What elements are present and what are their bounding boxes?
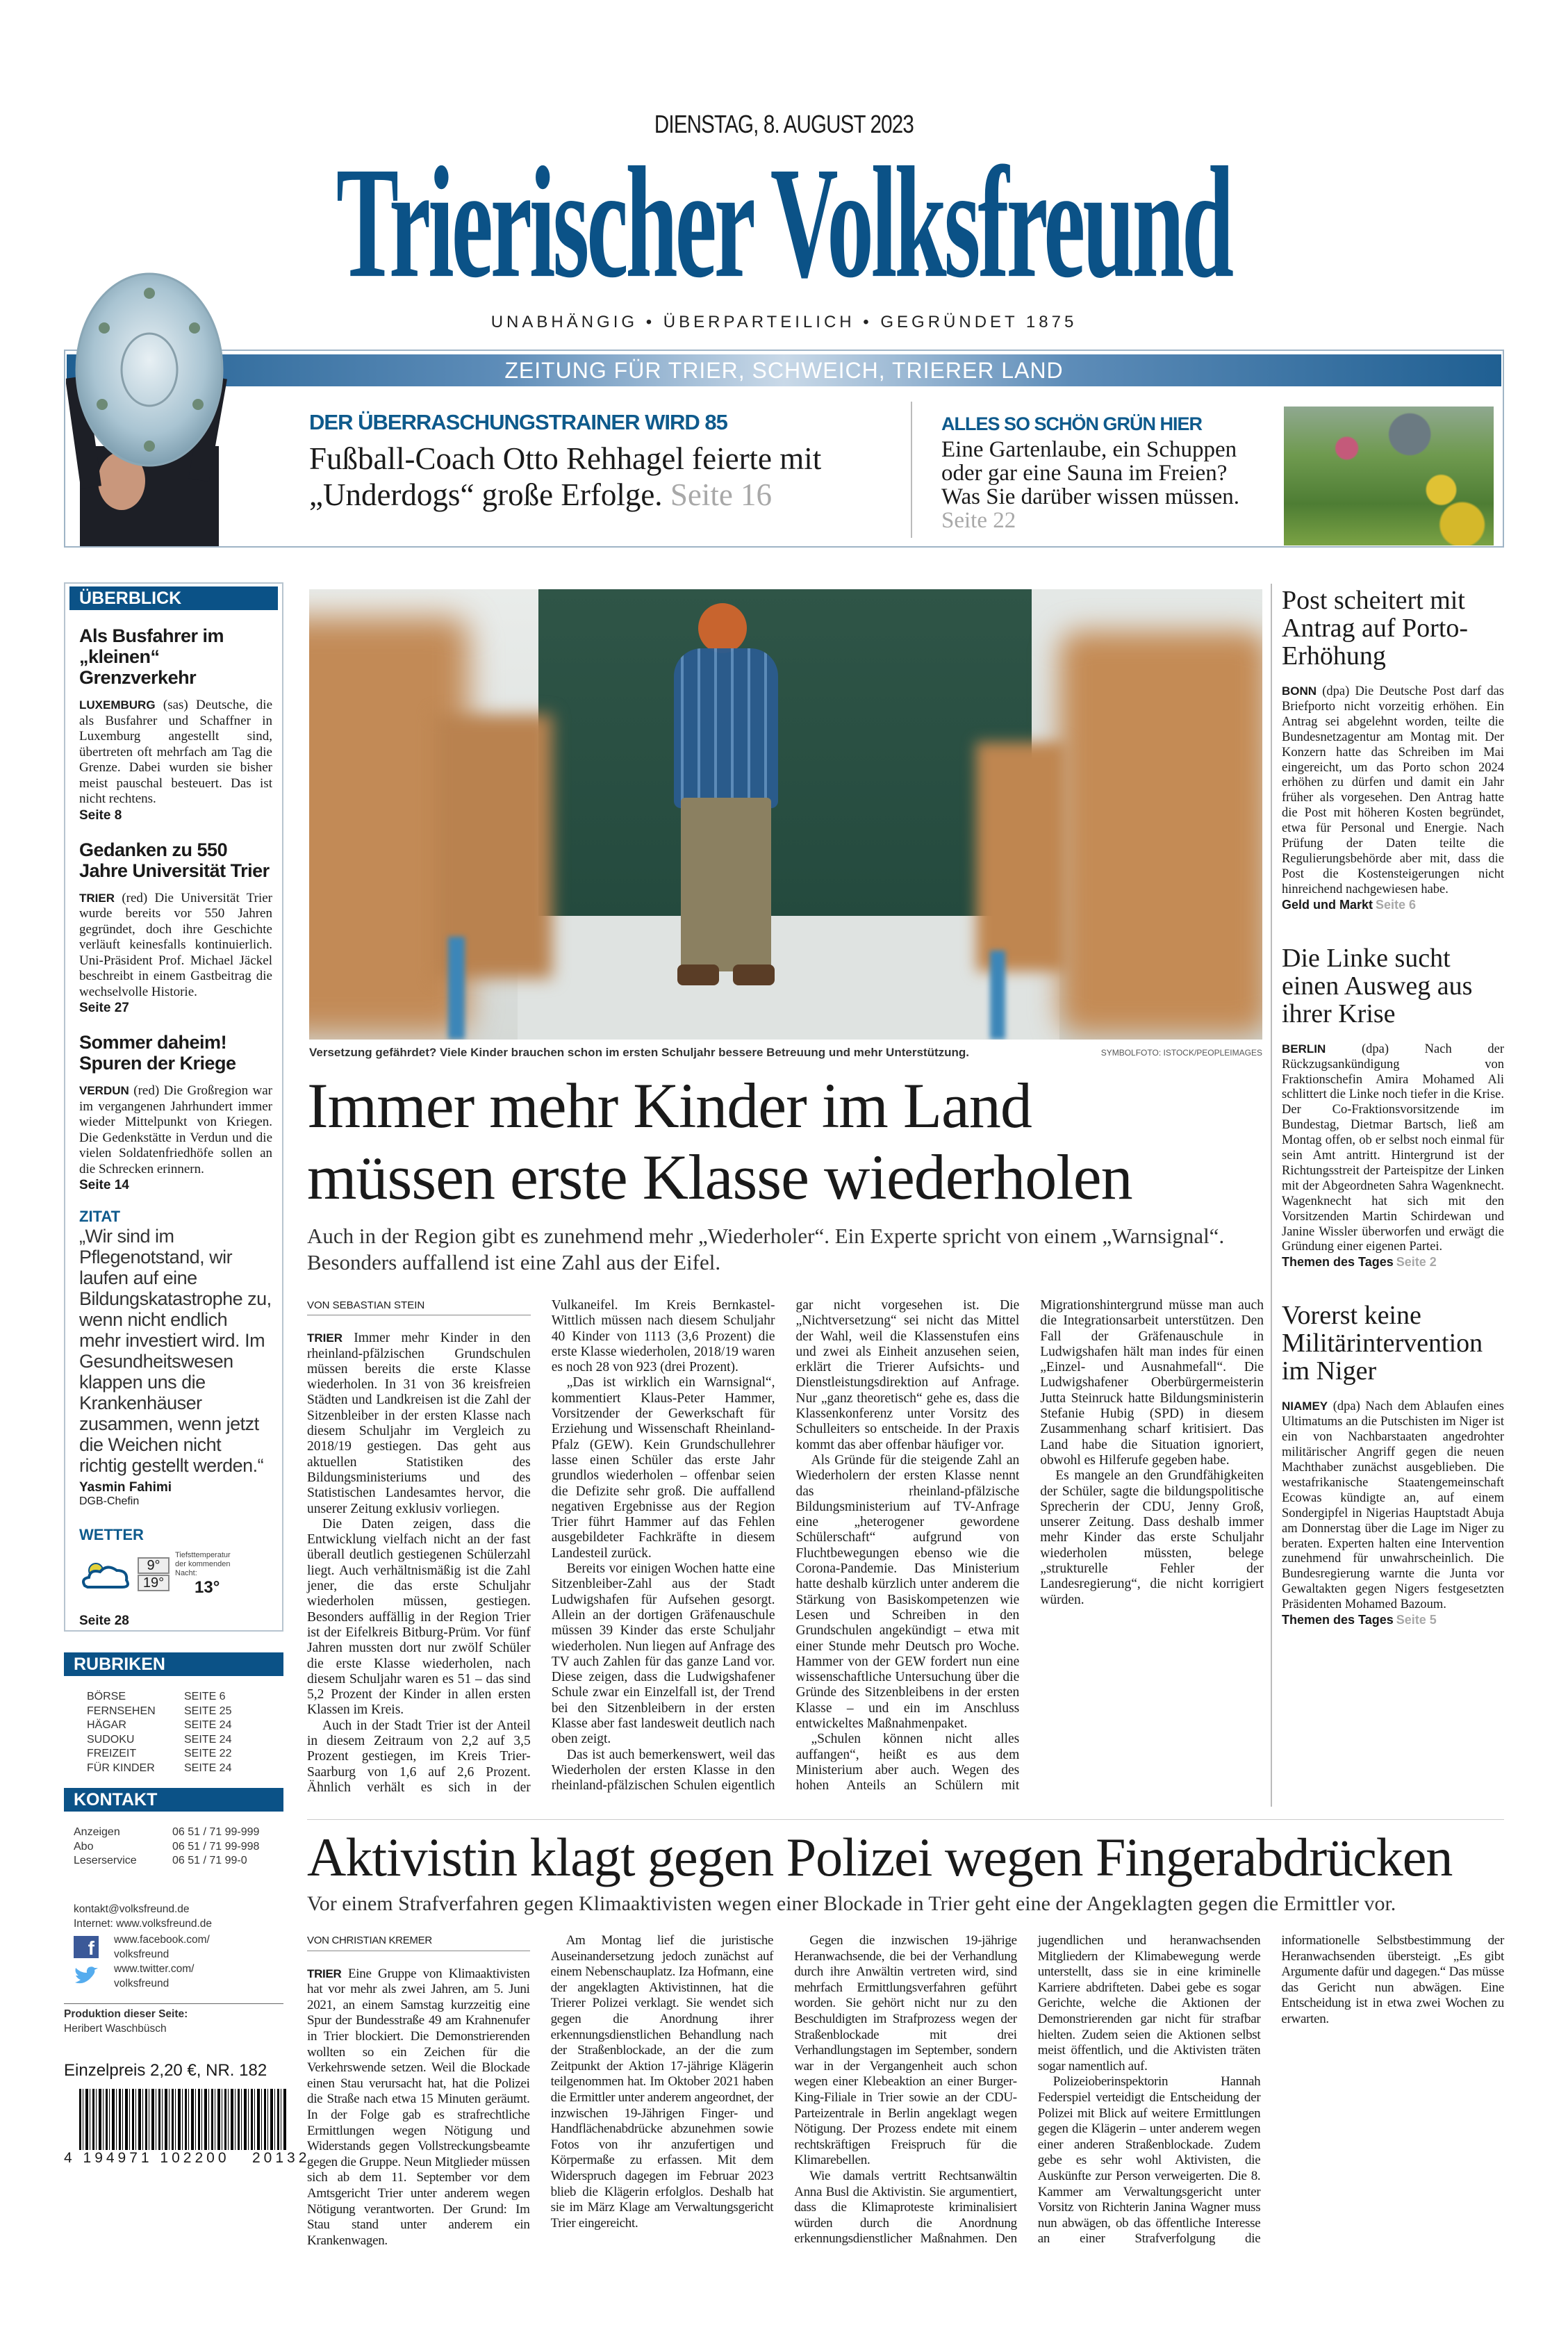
dateline: BERLIN	[1282, 1042, 1326, 1056]
contact-row	[74, 1854, 283, 1869]
column-rule	[1271, 584, 1272, 1807]
article-paragraph	[307, 1967, 530, 2249]
article-paragraph: Bereits vor einigen Wochen hatte eine Sitzenbleiber-Zahl aus der Stadt Ludwigshafen für Aufsehen gesorgt. Allein an der dortigen Gräfenauschule müssen 39 Kinder das erste Schuljahr wiederholen. Nun liegen auf Anfrage des TV auch Zahlen für das ganze Land vor. Diese zeigen, dass die Ludwigshafener Schule zwar ein Einzelfall ist, der Trend bei den Sitzenbleibern in der ersten Klasse aber fast landesweit deutlich nach oben zeigt.	[551, 1561, 775, 1747]
teaser-page-link[interactable]: Seite 22	[941, 508, 1016, 533]
kontakt-header: KONTAKT	[64, 1788, 283, 1812]
rubrik-row[interactable]	[87, 1718, 283, 1733]
article-paragraph: Polizeioberinspektorin Hannah Federspiel verteidigt die Entscheidung der Polizei mit Blick auf weitere Ermittlungen gegen die Klägerin – unter anderem wegen einer anderen Straßenblockade. Zudem gebe es sehr wohl Aktivisten, die Auskünfte zur Person verweigerten. Die 8. Kammer am Verwaltungsgericht unter Vorsitz von Richterin Janina Wagner muss nun abwägen, ob das öffentliche Interesse an einer Strafverfolgung die informationelle Selbstbestimmung der Heranwachsenden übersteigt. „Es gibt Argumente dafür und dagegen.“ Das müsse das Gericht nun abwägen. Eine Entscheidung ist in etwa zwei Wochen zu erwarten.	[1037, 1933, 1504, 2247]
second-headline[interactable]: Aktivistin klagt gegen Polizei wegen Fingerabdrücken	[307, 1827, 1453, 1887]
dateline: LUXEMBURG	[79, 698, 156, 712]
dateline: TRIER	[307, 1967, 342, 1980]
brief-text: (dpa) Die Deutsche Post darf das Briefporto nicht vorzeitig erhöhen. Ein Antrag sei abgelehnt worden, teilte die Bundesnetzagentur am Montag mit. Der Konzern hatte das Schreiben im Mai eingereicht, um das Porto schon 2024 erhöhen zu dürfen und damit ein Jahr früher als vorgesehen. Den Antrag hatte die Post mit höheren Kosten begründet, etwa für Personal und Energie. Nach Prüfung der Daten teilte die Regulierungsbehörde aber mit, dass die Post die Kostensteigerungen nicht hinreichend nachgewiesen habe.	[1282, 684, 1504, 896]
overview-box	[64, 582, 283, 1632]
rubrik-page: SEITE 6	[184, 1691, 226, 1702]
article-paragraph: Auch in der Stadt Trier ist der Anteil in diesem Zeitraum von 2,2 auf 3,5 Prozent gestiegen, im Kreis Trier-Saarburg von 1,6 auf 2,6 Prozent. Ähnlich verhält es sich in der Vulkaneifel. Im Kreis Bernkastel-Wittlich müssen nach diesem Schuljahr 40 Kinder von 1113 (3,6 Prozent) die erste Klasse wiederholen, 2018/19 waren es noch 28 von 923 (drei Prozent).	[307, 1298, 775, 1795]
brief-page: Seite 6	[1376, 897, 1417, 912]
article-paragraph: „Schulen können nicht alles auffangen“, heißt es aus dem Ministerium aber auch. Wegen des hohen Anteils an Schülern mit Migrationshintergrund müsse man auch die Integrationsarbeit unterstützen. Den Fall der Gräfenauschule in Ludwigshafen hält man indes für einen „Einzel- und Ausnahmefall“. Die Ludwigshafener Oberbürgermeisterin Jutta Steinruck hatte Bildungsministerin Stefanie Hubig (SPD) in diesem Zusammenhang scharf kritisiert. Das Land habe die Situation ignoriert, obwohl es Hilferufe gegeben habe.	[795, 1298, 1264, 1793]
quote-block	[79, 1208, 272, 1508]
rubrik-row[interactable]	[87, 1733, 283, 1748]
brief-headline: Die Linke sucht einen Ausweg aus ihrer Krise	[1282, 943, 1473, 1028]
rubrik-name: FERNSEHEN	[87, 1705, 156, 1717]
temp-low: 9°	[138, 1557, 170, 1574]
article-paragraph	[307, 1331, 531, 1517]
lead-photo	[309, 589, 1262, 1040]
partly-cloudy-icon	[79, 1558, 132, 1591]
contact-name: Leserservice	[74, 1855, 137, 1866]
facebook-link[interactable]	[74, 1932, 283, 1962]
teaser-garden[interactable]	[941, 413, 1268, 532]
dateline: VERDUN	[79, 1084, 129, 1097]
facebook-url: www.facebook.com/	[114, 1933, 210, 1946]
article-paragraph: Wie damals vertritt Rechtsanwältin Anna Busl die Aktivistin. Sie argumentiert, dass die Klimaproteste kriminalisiert würden durch die Anordnung erkennungsdienstlicher Maßnahmen. Den jugendlichen und heranwachsenden Mitgliedern der Klimabewegung werde unterstellt, dass sie in eine kriminelle Karriere abdrifteten. Dabei gebe es sogar Gerichte, welche die Aktionen der Demonstrierenden gar nicht für strafbar hielten. Zudem seien die Aktionen selbst meist öffentlich, und die Aktivisten träten sogar namentlich auf.	[794, 1933, 1261, 2247]
byline: VON SEBASTIAN STEIN	[307, 1298, 531, 1315]
rubrik-row[interactable]	[87, 1762, 283, 1776]
teaser-kicker: ALLES SO SCHÖN GRÜN HIER	[941, 413, 1203, 434]
brief-headline: Post scheitert mit Antrag auf Porto-Erhöhung	[1282, 586, 1469, 671]
contact-internet[interactable]: Internet: www.volksfreund.de	[74, 1917, 213, 1930]
byline: VON CHRISTIAN KREMER	[307, 1933, 530, 1951]
overview-text: (red) Die Großregion war im vergangenen Jahrhundert immer wieder Mittelpunkt von Kriegen. Die Gedenkstätte in Verdun und die vielen Soldatenfriedhöfe sollen an die Schrecken erinnern.	[79, 1083, 273, 1176]
rehhagel-photo	[66, 272, 295, 546]
rubrik-page: SEITE 22	[184, 1748, 232, 1759]
paragraph-text: Eine Gruppe von Klimaaktivisten hat vor mehr als zwei Jahren, am 5. Juni 2021, an einem Samstag kurzzeitig eine Spur der Bundesstraße 49 am Krahnenufer in Trier blockiert. Die Demonstrierenden wollten so ein Zeichen für die Verkehrswende setzen. Weil die Blockade einen Stau verursacht hat, hat die Polizei die Straße nach etwa 15 Minuten geräumt. In der Folge gab es strafrechtliche Ermittlungen wegen Nötigung und Widerstands gegen Vollstreckungsbeamte gegen die Gruppe. Neun Mitglieder müssen sich ab dem 11. September vor dem Amtsgericht Trier unter anderem wegen Nötigung verantworten. Der Grund: Im Stau stand unter anderem ein Krankenwagen.	[307, 1966, 530, 2248]
kontakt-list	[64, 1812, 283, 1869]
brief-page: Seite 5	[1396, 1613, 1437, 1627]
contact-phone[interactable]: 06 51 / 71 99-999	[172, 1826, 260, 1838]
quote-role: DGB-Chefin	[79, 1495, 140, 1507]
brief-section: Geld und Markt	[1282, 897, 1373, 912]
page-ref: Seite 27	[79, 1001, 129, 1015]
overview-headline: Als Busfahrer im „kleinen“ Grenzverkehr	[79, 625, 224, 688]
quote-text: „Wir sind im Pflegenotstand, wir laufen auf eine Bildungskatastrophe zu, wenn nicht endlich mehr investiert wird. Im Gesundheitswesen klappen uns die Krankenhäuser zusammen, wenn jetzt die Weichen nicht richtig gestellt werden.“	[79, 1226, 272, 1476]
brief-niger[interactable]	[1282, 1302, 1504, 1627]
brief-post[interactable]	[1282, 586, 1504, 912]
rubrik-name: SUDOKU	[87, 1733, 135, 1746]
page-ref: Seite 8	[79, 807, 122, 823]
production-name: Heribert Waschbüsch	[64, 2022, 167, 2035]
overview-text: (sas) Deutsche, die als Busfahrer und Schaffner in Luxemburg angestellt sind, übertreten oft mehrfach am Tag die Grenze. Dabei wurden sie bisher meist pauschal besteuert. Das ist nicht rechtens.	[79, 698, 273, 806]
article-paragraph: Die Daten zeigen, dass die Entwicklung vielfach nicht an der fast überall deutlich gestiegenen Schülerzahl liegt. Auch verhältnismäßig ist die Zahl jener, die das erste Schuljahr wiederholen müssen, gestiegen. Besonders auffällig in der Region Trier ist der Eifelkreis Bitburg-Prüm. Vor fünf Jahren mussten dort nur zwölf Schüler die erste Klasse wiederholen, nach diesem Schuljahr waren es 51 – das sind 5,2 Prozent der Kinder in allen ersten Klassen im Kreis.	[307, 1516, 531, 1718]
rubrik-row[interactable]	[87, 1747, 283, 1762]
index-section	[64, 1652, 311, 2167]
masthead-text: Trierischer Volksfreund	[336, 134, 1232, 311]
regional-band: ZEITUNG FÜR TRIER, SCHWEICH, TRIERER LAND	[67, 354, 1501, 386]
rubrik-name: BÖRSE	[87, 1691, 126, 1702]
overview-item[interactable]	[79, 1032, 272, 1194]
quote-label: ZITAT	[79, 1208, 121, 1225]
lead-headline-line: müssen erste Klasse wiederholen	[307, 1142, 1132, 1213]
photo-credit: SYMBOLFOTO: ISTOCK/PEOPLEIMAGES	[1100, 1048, 1262, 1058]
night-temp-label: Tiefsttemperatur der kommenden Nacht:	[175, 1551, 231, 1577]
lead-headline-line: Immer mehr Kinder im Land	[307, 1070, 1032, 1141]
tagline: UNABHÄNGIG • ÜBERPARTEILICH • GEGRÜNDET 1875	[490, 313, 1078, 331]
teaser-text-body: Eine Gartenlaube, ein Schuppen oder gar eine Sauna im Freien? Was Sie darüber wissen müssen.	[941, 437, 1240, 509]
article-paragraph: Es mangele an den Grundfähigkeiten der Schüler, sagte die bildungspolitische Sprecherin der CDU, Jenny Groß, unserer Zeitung. Dass deshalb immer mehr Kinder das erste Schuljahr wiederholen müssten, belege „strukturelle Fehler der Landesregierung“, die nicht korrigiert würden.	[1040, 1468, 1264, 1607]
overview-item[interactable]	[79, 625, 272, 824]
contact-row	[74, 1840, 283, 1855]
overview-text: (red) Die Universität Trier wurde bereits vor 550 Jahren gegründet, doch ihre Geschichte verläuft keinesfalls kontinuierlich. Uni-Präsident Prof. Michael Jäckel beschreibt in einem Gastbeitrag die wechselvolle Historie.	[79, 890, 273, 999]
brief-text: (dpa) Nach der Rückzugsankündigung von Fraktionschefin Amira Mohamed Ali schlittert die Linke noch tiefer in die Krise. Der Co-Fraktionsvorsitzende im Bundestag, Dietmar Bartsch, ließ am Montag offen, ob er selbst noch einmal für sein Amt antritt. Hintergrund ist der Richtungsstreit der Parteispitze der Linken mit der Abgeordneten Sahra Wagenknecht. Wagenknecht hat sich mit den Vorsitzenden Martin Schirdewan und Janine Wissler überworfen und erwägt die Gründung einer eigenen Partei.	[1282, 1042, 1505, 1254]
contact-phone[interactable]: 06 51 / 71 99-0	[172, 1855, 247, 1866]
overview-header: ÜBERBLICK	[69, 586, 278, 610]
night-temp: 13°	[195, 1578, 220, 1597]
weather-block[interactable]	[79, 1526, 272, 1629]
twitter-url: www.twitter.com/	[114, 1962, 195, 1975]
second-subhead: Vor einem Strafverfahren gegen Klimaaktivisten wegen einer Blockade in Trier geht eine der Angeklagten gegen die Ermittler vor.	[307, 1892, 1396, 1915]
brief-section: Themen des Tages	[1282, 1255, 1394, 1270]
rubrik-page: SEITE 25	[184, 1705, 232, 1717]
dateline: NIAMEY	[1282, 1399, 1328, 1413]
section-rule	[307, 1819, 1504, 1820]
brief-linke[interactable]	[1282, 944, 1504, 1270]
contact-row	[74, 1825, 283, 1840]
dateline: TRIER	[307, 1331, 343, 1345]
facebook-handle: volksfreund	[114, 1948, 170, 1960]
dateline: TRIER	[79, 891, 115, 905]
weather-label: WETTER	[79, 1526, 144, 1543]
rubrik-name: FÜR KINDER	[87, 1762, 155, 1774]
teaser-text	[941, 438, 1268, 532]
rubrik-name: HÄGAR	[87, 1719, 126, 1731]
brief-text: (dpa) Nach dem Ablaufen eines Ultimatums an die Putschisten im Niger ist ein von Nachbarstaaten angedrohter militärischer Angriff gegen die neuen Machthaber zunächst ausgeblieben. Die westafrikanische Staatengemeinschaft Ecowas kündigte an, auf einem Sondergipfel in Nigerias Hauptstadt Abuja am Donnerstag über die Lage im Niger zu beraten. Experten halten eine Intervention zunehmend für unwahrscheinlich. Die Bundesregierung warnte die Junta vor Gewaltakten gegen Nigers festgesetzten Präsidenten Mohamed Bazoum.	[1282, 1399, 1504, 1612]
lead-article-body	[307, 1298, 1264, 1809]
brief-headline: Vorerst keine Militärintervention im Niger	[1282, 1301, 1483, 1386]
overview-headline: Gedanken zu 550 Jahre Universität Trier	[79, 839, 270, 881]
temp-high: 19°	[138, 1575, 170, 1591]
twitter-icon	[74, 1966, 99, 1987]
quote-author: Yasmin Fahimi	[79, 1480, 172, 1495]
teaser-divider	[911, 402, 912, 538]
overview-item[interactable]	[79, 839, 272, 1017]
dateline: BONN	[1282, 684, 1317, 698]
twitter-link[interactable]	[74, 1962, 283, 1991]
lead-headline[interactable]	[307, 1070, 1266, 1213]
second-article-body	[307, 1933, 1504, 2249]
rubrik-row[interactable]	[87, 1690, 283, 1705]
rubrik-row[interactable]	[87, 1705, 283, 1719]
overview-headline: Sommer daheim! Spuren der Kriege	[79, 1032, 236, 1074]
price-issue: Einzelpreis 2,20 €, NR. 182	[64, 2060, 267, 2080]
contact-name: Anzeigen	[74, 1826, 120, 1838]
barcode	[79, 2089, 288, 2150]
brief-page: Seite 2	[1396, 1255, 1437, 1270]
rubrik-page: SEITE 24	[184, 1733, 232, 1746]
facebook-icon: f	[74, 1936, 99, 1958]
rubriken-header: RUBRIKEN	[64, 1652, 283, 1676]
article-paragraph: Als Gründe für die steigende Zahl an Wiederholern der ersten Klasse nennt das rheinland-pfälzische Bildungsministerium auf TV-Anfrage eine „heterogener gewordene Schülerschaft“ aufgrund von Fluchtbewegungen ebenso wie die Corona-Pandemie. Das Ministerium hatte deshalb kürzlich unter anderem die Stärkung von Basiskompetenzen wie Lesen und Schreiben in den Grundschulen angekündigt – etwa mit einer Stunde mehr Deutsch pro Woche. Hammer von der GEW fordert nun eine wissenschaftliche Untersuchung über die Gründe des Sitzenbleibens in der ersten Klasse – und ein im Anschluss entwickeltes Maßnahmenpaket.	[795, 1452, 1020, 1732]
paragraph-text: Immer mehr Kinder in den rheinland-pfälzischen Grundschulen müssen bereits die erste Klasse wiederholen. In 31 von 36 kreisfreien Städten und Landkreisen ist die Zahl der Sitzenbleiber in der ersten Klasse nach diesem Schuljahr im Vergleich zu 2018/19 gestiegen. Das geht aus aktuellen Statistiken des Bildungsministeriums und des Statistischen Landesamtes hervor, die unserer Zeitung exklusiv vorliegen.	[307, 1331, 531, 1516]
article-paragraph: Das ist auch bemerkenswert, weil das Wiederholen der ersten Klasse in den rheinland-pfälzischen Schulen eigentlich gar nicht vorgesehen ist. Die „Nichtversetzung“ sei nicht das Mittel der Wahl, weil die Klassenstufen eins und zwei als Einheit anzusehen seien, erklärt die Trierer Aufsichts- und Dienstleistungsdirektion auf Anfrage. Nur „ganz theoretisch“ gehe es, dass die Klassenkonferenz unter Vorsitz des Schulleiters so entscheide. In der Praxis kommt das aber offenbar häufiger vor.	[551, 1298, 1020, 1793]
teaser-page-link[interactable]: Seite 16	[670, 477, 773, 512]
photo-caption: Versetzung gefährdet? Viele Kinder brauchen schon im ersten Schuljahr bessere Betreuung und mehr Unterstützung.	[309, 1046, 969, 1059]
page-ref: Seite 28	[79, 1614, 129, 1628]
news-briefs	[1282, 582, 1504, 1659]
teaser-rehhagel[interactable]	[309, 410, 893, 513]
contact-name: Abo	[74, 1840, 94, 1853]
article-paragraph: „Das ist wirklich ein Warnsignal“, kommentiert Klaus-Peter Hammer, Vorsitzender der Gewerkschaft für Erziehung und Wissenschaft Rheinland-Pfalz (GEW). Kein Grundschullehrer lasse einen Schüler das erste Jahr grundlos wiederholen – offenbar seien die Defizite sehr groß. Die auffallend negativen Ergebnisse aus der Region Trier führt Hammer auf das Fehlen ausgebildeter Fachkräfte in diesem Landesteil zurück.	[551, 1375, 775, 1561]
rubrik-page: SEITE 24	[184, 1762, 232, 1774]
rubriken-list	[64, 1676, 283, 1775]
teaser-text	[309, 441, 893, 513]
garden-photo	[1284, 407, 1494, 545]
lead-subhead: Auch in der Region gibt es zunehmend mehr „Wiederholer“. Ein Experte spricht von einem „Warnsignal“. Besonders auffallend ist eine Zahl aus der Eifel.	[307, 1224, 1225, 1274]
article-paragraph: Am Montag lief die juristische Auseinandersetzung jedoch zunächst auf einem Nebenschauplatz. Iza Hofmann, eine der angeklagten Aktivistinnen, hat die Trierer Polizei verklagt. Sie wendet sich gegen die Anordnung ihrer erkennungsdienstlichen Behandlung nach der Straßenblockade, an der die zum Zeitpunkt der Aktion 17-jährige Klägerin teilgenommen hat. Im Oktober 2021 haben die Ermittler unter anderem angeordnet, der inzwischen 19-Jährigen Finger- und Handflächenabdrücke abzunehmen sowie Fotos von ihr anzufertigen und Körpermaße zu erfassen. Mit dem Widerspruch dagegen im Februar 2023 blieb die Klägerin erfolglos. Deshalb hat sie im März Klage am Verwaltungsgericht Trier eingereicht.	[550, 1933, 774, 2231]
contact-phone[interactable]: 06 51 / 71 99-998	[172, 1840, 260, 1853]
article-paragraph: Gegen die inzwischen 19-jährige Heranwachsende, die bei der Verhandlung durch ihre Anwältin vertreten wird, sind mehrfach Ermittlungsverfahren geführt worden. Sie gehört nicht nur zu den Beschuldigten im Strafprozess wegen der Straßenblockade mit drei Verhandlungstagen im September, sondern war in der Vergangenheit auch schon wegen einer Klebeaktion an einer Burger-King-Filiale in Trier sowie an der CDU-Parteizentrale in Berlin angeklagt wegen Nötigung. Der Prozess endete mit einem rechtskräftigen Freispruch für die Klimarebellen.	[794, 1933, 1017, 2168]
twitter-handle: volksfreund	[114, 1977, 170, 1989]
page-ref: Seite 14	[79, 1178, 129, 1192]
teaser-text-body: Fußball-Coach Otto Rehhagel feierte mit „Underdogs“ große Erfolge.	[309, 441, 822, 512]
teaser-kicker: DER ÜBERRASCHUNGSTRAINER WIRD 85	[309, 410, 727, 434]
contact-email[interactable]: kontakt@volksfreund.de	[74, 1903, 190, 1915]
brief-section: Themen des Tages	[1282, 1613, 1394, 1627]
rubrik-name: FREIZEIT	[87, 1748, 137, 1759]
barcode-digits: 4 194971 102200 20132	[64, 2149, 311, 2166]
rubrik-page: SEITE 24	[184, 1719, 232, 1731]
production-label: Produktion dieser Seite:	[64, 2008, 188, 2020]
issue-date-text: DIENSTAG, 8. AUGUST 2023	[654, 110, 914, 138]
